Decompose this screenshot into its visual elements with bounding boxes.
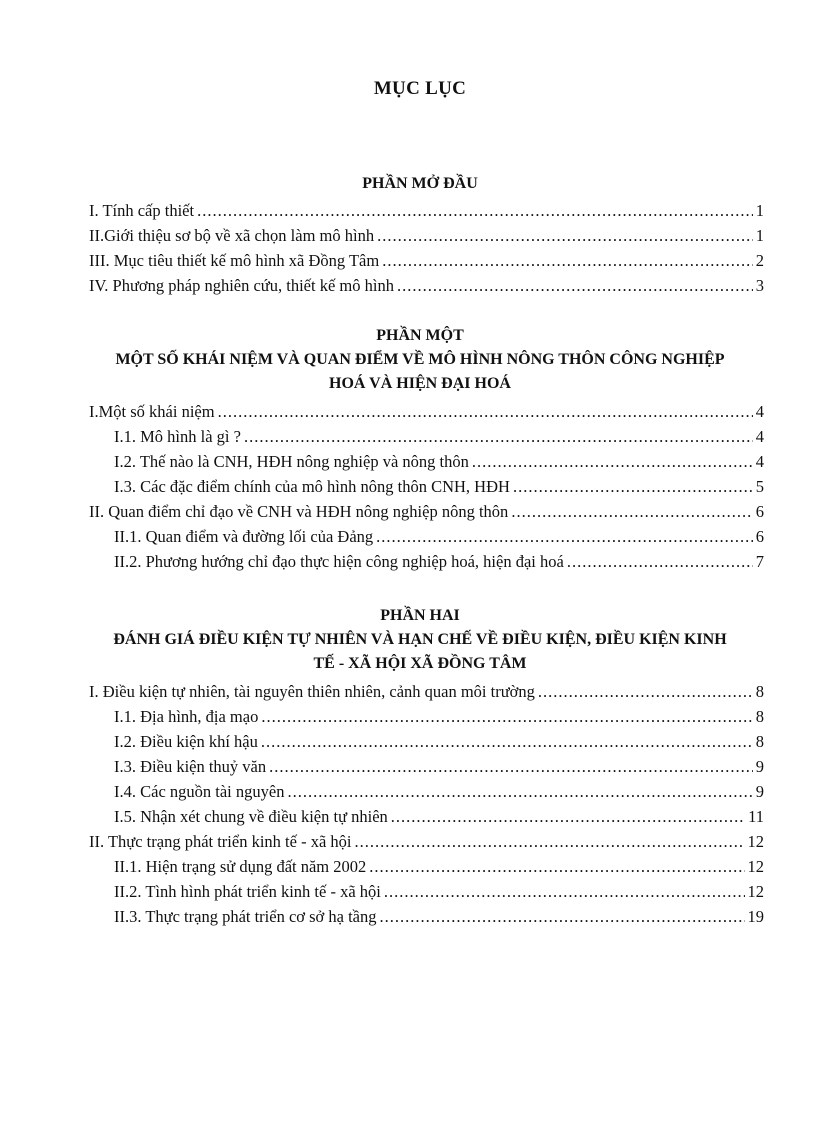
toc-entry-page: 8 — [755, 732, 764, 751]
section-heading-line: HOÁ VÀ HIỆN ĐẠI HOÁ — [329, 375, 511, 392]
toc-entry[interactable] — [0, 679, 816, 704]
toc-entry[interactable] — [0, 248, 816, 273]
toc-dot-leader — [511, 499, 752, 524]
toc-entry-text: II. Thực trạng phát triển kinh tế - xã hội — [89, 832, 352, 851]
toc-entry[interactable] — [0, 198, 816, 223]
toc-entry-page: 6 — [755, 502, 764, 521]
toc-entry-page: 7 — [755, 552, 764, 571]
toc-entry-page: 4 — [755, 402, 764, 421]
toc-entry-page: 12 — [747, 857, 764, 876]
section-heading — [0, 172, 816, 196]
toc-entry-text: IV. Phương pháp nghiên cứu, thiết kế mô hình — [89, 276, 394, 295]
toc-entry[interactable] — [0, 879, 816, 904]
toc-dot-leader — [380, 904, 745, 929]
toc-dot-leader — [538, 679, 753, 704]
toc-entry[interactable] — [0, 729, 816, 754]
toc-entry-text: I.1. Mô hình là gì ? — [114, 427, 241, 446]
toc-dot-leader — [377, 223, 753, 248]
toc-entry-page: 2 — [755, 251, 764, 270]
toc-entry[interactable] — [0, 804, 816, 829]
toc-entry-text: III. Mục tiêu thiết kế mô hình xã Đồng Tâm — [89, 251, 380, 270]
toc-entry-text: II.2. Tình hình phát triển kinh tế - xã hội — [114, 882, 381, 901]
toc-entry-page: 12 — [747, 832, 764, 851]
toc-entry-text: II. Quan điểm chỉ đạo về CNH và HĐH nông nghiệp nông thôn — [89, 502, 509, 521]
toc-entry-page: 8 — [755, 682, 764, 701]
toc-dot-leader — [269, 754, 753, 779]
toc-dot-leader — [567, 549, 753, 574]
toc-entry-page: 8 — [755, 707, 764, 726]
toc-dot-leader — [197, 198, 753, 223]
toc-entry-text: I.Một số khái niệm — [89, 402, 215, 421]
toc-dot-leader — [391, 804, 745, 829]
toc-entry-text: I.3. Điều kiện thuỷ văn — [114, 757, 267, 776]
toc-dot-leader — [218, 399, 753, 424]
toc-entry-page: 1 — [755, 201, 764, 220]
section-heading-line: PHẦN MỞ ĐẦU — [362, 175, 478, 192]
section-part-two — [0, 604, 816, 929]
toc-entry-page: 5 — [755, 477, 764, 496]
section-heading-line: ĐÁNH GIÁ ĐIỀU KIỆN TỰ NHIÊN VÀ HẠN CHẾ VỀ ĐIỀU KIỆN, ĐIỀU KIỆN KINH — [113, 631, 727, 648]
toc-entry-text: I.2. Điều kiện khí hậu — [114, 732, 258, 751]
toc-entry[interactable] — [0, 704, 816, 729]
section-heading-line: PHẦN HAI — [380, 607, 460, 624]
toc-entry[interactable] — [0, 424, 816, 449]
toc-entry[interactable] — [0, 474, 816, 499]
toc-entry-text: I.5. Nhận xét chung về điều kiện tự nhiên — [114, 807, 388, 826]
toc-entry-page: 19 — [747, 907, 764, 926]
toc-entry-text: II.1. Hiện trạng sử dụng đất năm 2002 — [114, 857, 367, 876]
section-heading — [0, 604, 816, 676]
section-heading — [0, 324, 816, 396]
toc-entry-text: I.4. Các nguồn tài nguyên — [114, 782, 285, 801]
toc-dot-leader — [261, 704, 752, 729]
toc-entry-page: 9 — [755, 757, 764, 776]
toc-entry-text: II.Giới thiệu sơ bộ về xã chọn làm mô hình — [89, 226, 375, 245]
toc-entry-text: I.3. Các đặc điểm chính của mô hình nông thôn CNH, HĐH — [114, 477, 510, 496]
toc-entry-text: II.1. Quan điểm và đường lối của Đảng — [114, 527, 374, 546]
toc-dot-leader — [354, 829, 744, 854]
toc-dot-leader — [244, 424, 753, 449]
toc-entry-page: 4 — [755, 452, 764, 471]
toc-entry[interactable] — [0, 449, 816, 474]
toc-dot-leader — [384, 879, 745, 904]
toc-dot-leader — [261, 729, 753, 754]
toc-dot-leader — [376, 524, 753, 549]
toc-entry-text: I.2. Thế nào là CNH, HĐH nông nghiệp và nông thôn — [114, 452, 469, 471]
toc-entry-page: 12 — [747, 882, 764, 901]
section-intro — [0, 172, 816, 298]
toc-dot-leader — [287, 779, 752, 804]
toc-entry[interactable] — [0, 904, 816, 929]
toc-entry-text: II.3. Thực trạng phát triển cơ sở hạ tầng — [114, 907, 377, 926]
toc-entry-page: 3 — [755, 276, 764, 295]
toc-entry[interactable] — [0, 223, 816, 248]
toc-entry[interactable] — [0, 499, 816, 524]
toc-list — [0, 679, 816, 929]
toc-entry[interactable] — [0, 549, 816, 574]
toc-entry[interactable] — [0, 273, 816, 298]
page-title: MỤC LỤC — [373, 78, 467, 99]
section-heading-line: TẾ - XÃ HỘI XÃ ĐỒNG TÂM — [313, 655, 527, 672]
section-part-one — [0, 324, 816, 574]
toc-entry[interactable] — [0, 779, 816, 804]
toc-entry-page: 1 — [755, 226, 764, 245]
toc-entry-page: 4 — [755, 427, 764, 446]
toc-list — [0, 198, 816, 298]
toc-entry[interactable] — [0, 399, 816, 424]
toc-entry-text: II.2. Phương hướng chỉ đạo thực hiện công nghiệp hoá, hiện đại hoá — [114, 552, 564, 571]
toc-entry[interactable] — [0, 854, 816, 879]
toc-entry[interactable] — [0, 829, 816, 854]
toc-list — [0, 399, 816, 574]
toc-entry-text: I. Điều kiện tự nhiên, tài nguyên thiên nhiên, cảnh quan môi trường — [89, 682, 535, 701]
toc-entry-page: 6 — [755, 527, 764, 546]
toc-dot-leader — [397, 273, 753, 298]
toc-entry-page: 9 — [755, 782, 764, 801]
toc-entry-page: 11 — [748, 807, 764, 826]
toc-entry[interactable] — [0, 524, 816, 549]
toc-entry-text: I. Tính cấp thiết — [89, 201, 195, 220]
section-heading-line: MỘT SỐ KHÁI NIỆM VÀ QUAN ĐIỂM VỀ MÔ HÌNH NÔNG THÔN CÔNG NGHIỆP — [115, 351, 725, 368]
toc-dot-leader — [369, 854, 744, 879]
toc-dot-leader — [472, 449, 753, 474]
toc-dot-leader — [382, 248, 753, 273]
toc-dot-leader — [513, 474, 753, 499]
section-heading-line: PHẦN MỘT — [376, 327, 464, 344]
toc-entry[interactable] — [0, 754, 816, 779]
toc-entry-text: I.1. Địa hình, địa mạo — [114, 707, 259, 726]
